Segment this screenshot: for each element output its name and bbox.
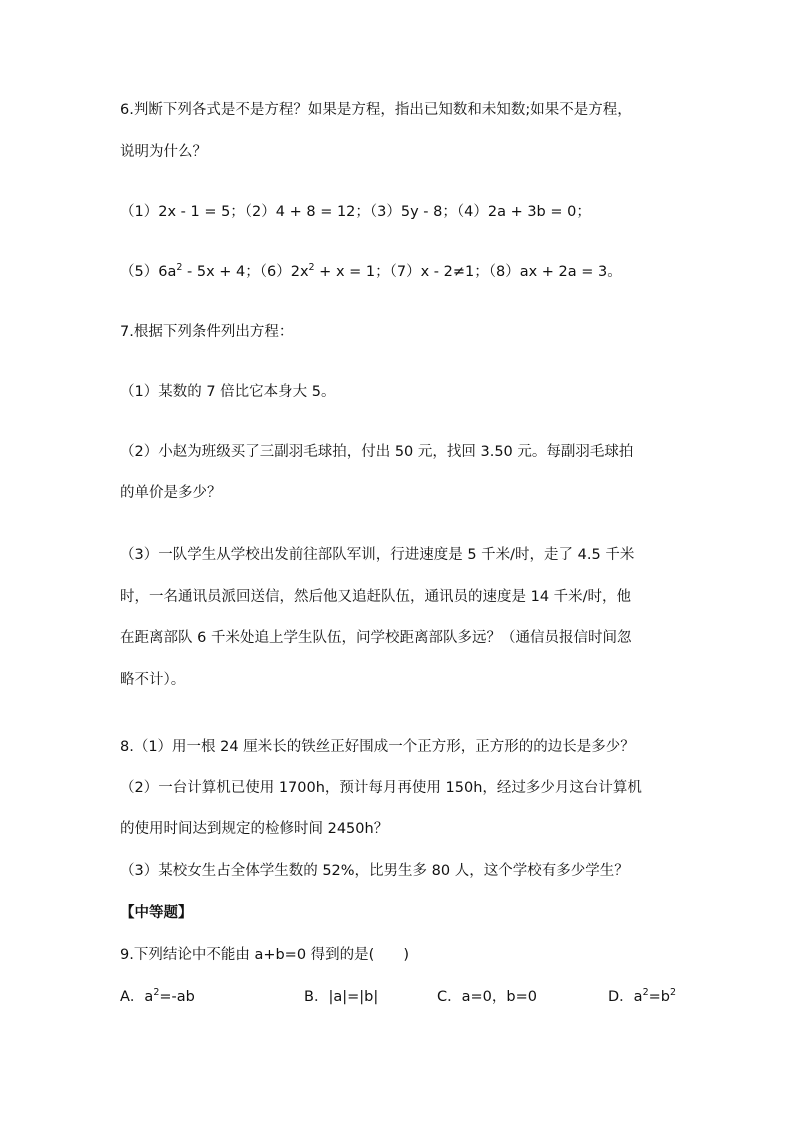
q7-line-8: 略不计）。 (120, 672, 186, 688)
q7-line-4: 的单价是多少？ (120, 485, 222, 501)
q9-stem: 9.下列结论中不能由 a+b=0 得到的是( ) (120, 947, 409, 963)
q7-line-3: （2）小赵为班级买了三副羽毛球拍，付出 50 元，找回 3.50 元。每副羽毛球拍 (120, 444, 634, 460)
q6-line-1: 6.判断下列各式是不是方程？如果是方程，指出已知数和未知数;如果不是方程， (120, 102, 632, 118)
q6-part-6: - 5x + 4；（6）2x (182, 264, 309, 280)
exponent: 2 (669, 987, 677, 998)
exponent: 2 (176, 262, 183, 273)
q7-line-1: 7.根据下列条件列出方程： (120, 324, 294, 340)
q9-option-c: C．a=0，b=0 (437, 989, 537, 1005)
q7-line-2: （1）某数的 7 倍比它本身大 5。 (120, 384, 336, 400)
q8-line-3: 的使用时间达到规定的检修时间 2450h？ (120, 821, 389, 837)
exponent: 2 (642, 987, 649, 998)
q6-part-5: （5）6a (120, 264, 177, 280)
q7-line-6: 时，一名通讯员派回送信，然后他又追赶队伍，通讯员的速度是 14 千米/时，他 (120, 589, 632, 605)
q6-line-3: （1）2x - 1 = 5；（2）4 + 8 = 12；（3）5y - 8；（4）2a + 3b = 0； (120, 204, 591, 220)
q8-line-2: （2）一台计算机已使用 1700h，预计每月再使用 150h，经过多少月这台计算机 (120, 780, 642, 796)
option-d-text: D．a (608, 989, 643, 1005)
q6-part-7-8: + x = 1；（7）x - 2≠1；（8）ax + 2a = 3。 (314, 264, 622, 280)
q7-line-5: （3）一队学生从学校出发前往部队军训，行进速度是 5 千米/时，走了 4.5 千米 (120, 547, 635, 563)
q9-option-b: B．|a|=|b| (304, 989, 379, 1005)
option-d-text-rest: =b (648, 989, 670, 1005)
section-heading: 【中等题】 (120, 905, 193, 921)
exponent: 2 (153, 987, 160, 998)
q6-line-4 (120, 262, 622, 282)
exponent: 2 (308, 262, 315, 273)
q9-option-d (608, 987, 676, 1007)
q8-line-1: 8.（1）用一根 24 厘米长的铁丝正好围成一个正方形，正方形的的边长是多少？ (120, 739, 635, 755)
q6-line-2: 说明为什么？ (120, 144, 207, 160)
q8-line-4: （3）某校女生占全体学生数的 52%，比男生多 80 人，这个学校有多少学生？ (120, 863, 629, 879)
q9-option-a (120, 987, 195, 1007)
q7-line-7: 在距离部队 6 千米处追上学生队伍，问学校距离部队多远？（通信员报信时间忽 (120, 630, 632, 646)
option-a-text-rest: =-ab (159, 989, 195, 1005)
option-a-text: A．a (120, 989, 154, 1005)
